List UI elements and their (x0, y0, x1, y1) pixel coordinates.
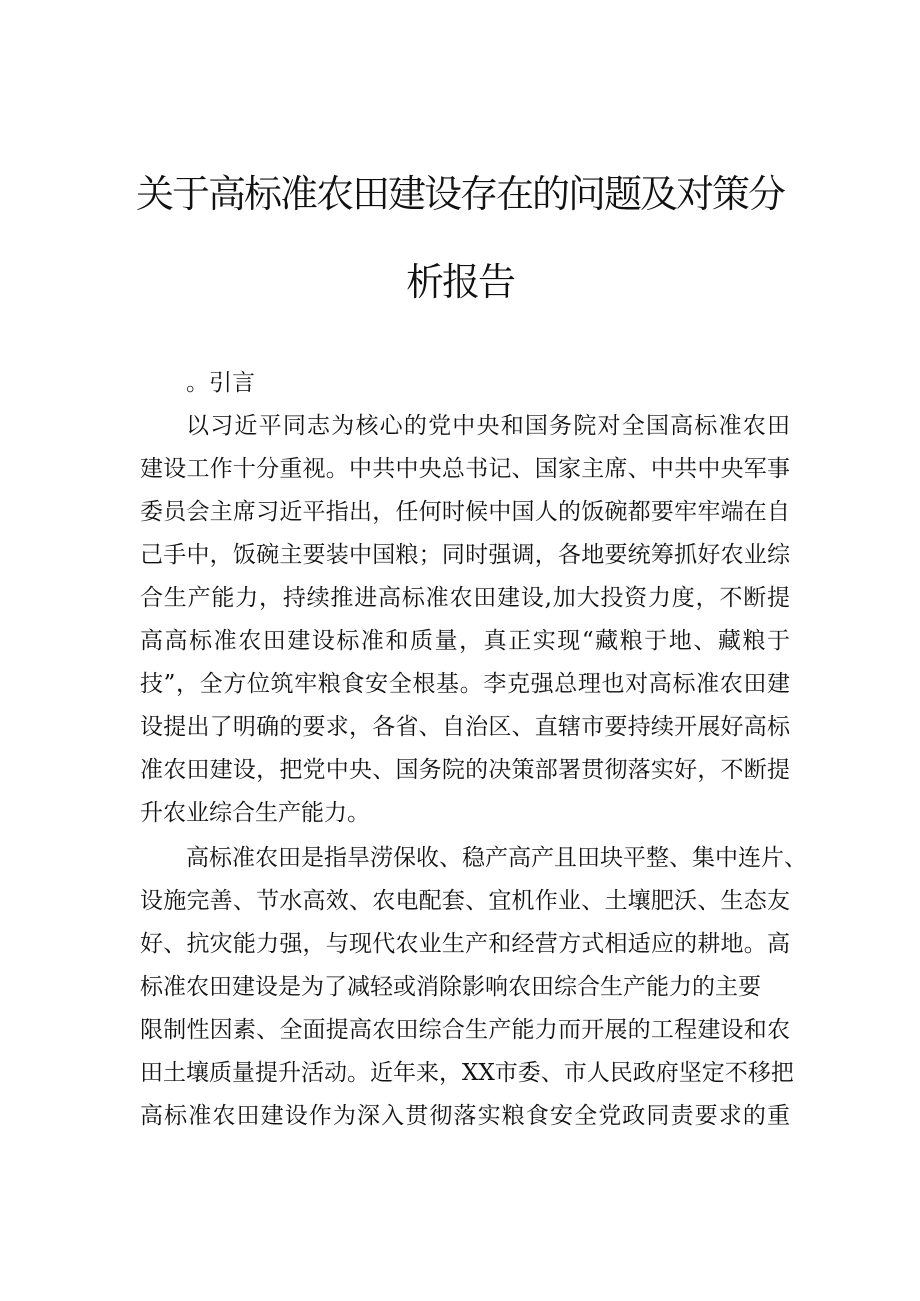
paragraph-1-line: 以习近平同志为核心的党中央和国务院对全国高标准农田 (186, 413, 790, 439)
paragraph-1-line: 设提出了明确的要求，各省、自治区、直辖市要持续开展好高标 (140, 714, 790, 740)
document-title-line-2: 析报告 (405, 260, 514, 304)
paragraph-2-line: 好、抗灾能力强，与现代农业生产和经营方式相适应的耕地。高 (140, 931, 790, 957)
section-heading-introduction: 。引言 (186, 370, 255, 396)
paragraph-1-line: 建设工作十分重视。中共中央总书记、国家主席、中共中央军事 (140, 456, 790, 482)
paragraph-1-line: 高高标准农田建设标准和质量，真正实现“藏粮于地、藏粮于 (140, 628, 790, 654)
paragraph-2-line: 田土壤质量提升活动。近年来，XX市委、市人民政府坚定不移把 (140, 1060, 794, 1086)
paragraph-1-line: 委员会主席习近平指出，任何时候中国人的饭碗都要牢牢端在自 (140, 499, 790, 525)
paragraph-2-line: 标准农田建设是为了减轻或消除影响农田综合生产能力的主要 (140, 974, 761, 1000)
paragraph-1-line: 己手中，饭碗主要装中国粮；同时强调，各地要统筹抓好农业综 (140, 542, 790, 568)
paragraph-2-line: 高标准农田建设作为深入贯彻落实粮食安全党政同责要求的重 (140, 1103, 790, 1129)
paragraph-2-line: 设施完善、节水高效、农电配套、宜机作业、土壤肥沃、生态友 (140, 888, 790, 914)
paragraph-1-line: 升农业综合生产能力。 (140, 800, 370, 826)
paragraph-1-line: 准农田建设，把党中央、国务院的决策部署贯彻落实好，不断提 (140, 757, 790, 783)
paragraph-1-line: 技”，全方位筑牢粮食安全根基。李克强总理也对高标准农田建 (140, 671, 790, 697)
document-title-line-1: 关于高标准农田建设存在的问题及对策分 (135, 172, 784, 216)
paragraph-2-line: 限制性因素、全面提高农田综合生产能力而开展的工程建设和农 (140, 1017, 790, 1043)
paragraph-2-line: 高标准农田是指旱涝保收、稳产高产且田块平整、集中连片、 (186, 845, 807, 871)
paragraph-1-line: 合生产能力，持续推进高标准农田建设,加大投资力度，不断提 (140, 585, 790, 611)
